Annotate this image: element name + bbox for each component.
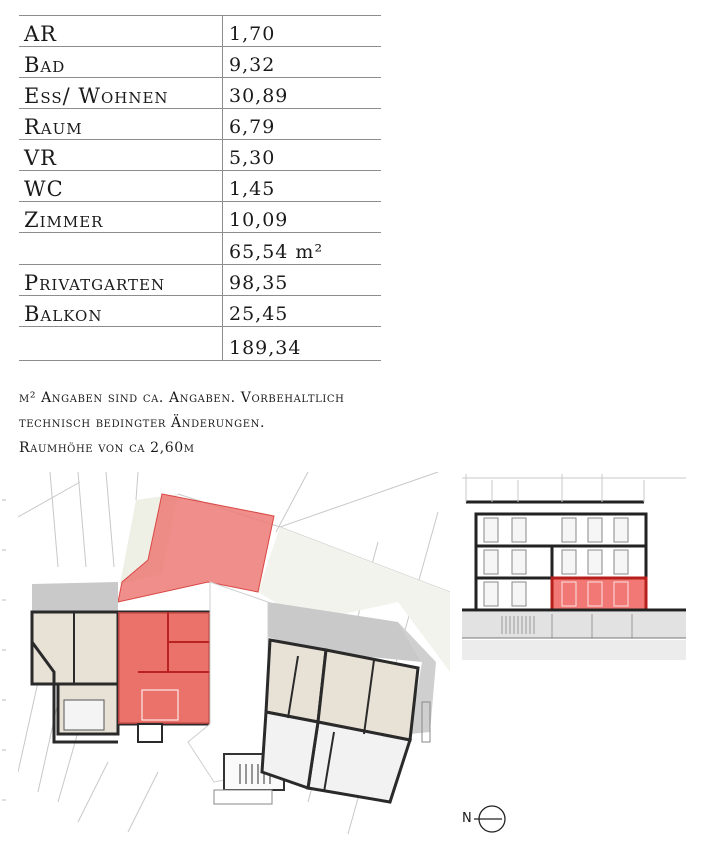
notes (19, 386, 439, 461)
room-label: WC (19, 171, 223, 202)
unit-highlighted (118, 612, 210, 742)
table-row (19, 78, 381, 109)
room-value: 30,89 (223, 78, 382, 109)
north-label: N (462, 811, 472, 826)
outdoor-label: Privatgarten (19, 265, 223, 296)
total-label (19, 327, 223, 361)
room-value: 10,09 (223, 202, 382, 233)
room-value: 5,30 (223, 140, 382, 171)
table-row (19, 47, 381, 78)
note-line: m² Angaben sind ca. Angaben. Vorbehaltlich (19, 390, 345, 406)
north-arrow-icon (474, 803, 508, 835)
room-label: Raum (19, 109, 223, 140)
table-row (19, 296, 381, 327)
outdoor-value: 25,45 (223, 296, 382, 327)
room-label: Bad (19, 47, 223, 78)
subtotal-label (19, 233, 223, 265)
room-value: 1,45 (223, 171, 382, 202)
room-label: VR (19, 140, 223, 171)
note-line: technisch bedingter Änderungen. (19, 415, 265, 431)
room-label: Zimmer (19, 202, 223, 233)
total-value: 189,34 (223, 327, 382, 361)
outdoor-value: 98,35 (223, 265, 382, 296)
table-row (19, 109, 381, 140)
table-row (19, 16, 381, 47)
edge-marks (0, 490, 8, 820)
table-row (19, 202, 381, 233)
floor-plan (18, 472, 450, 834)
table-row (19, 265, 381, 296)
elevation-drawing (462, 474, 686, 664)
outdoor-label: Balkon (19, 296, 223, 327)
room-value: 1,70 (223, 16, 382, 47)
area-table (19, 15, 381, 361)
room-value: 9,32 (223, 47, 382, 78)
note-line: Raumhöhe von ca 2,60m (19, 440, 195, 456)
subtotal-row (19, 233, 381, 265)
unit-right (262, 640, 418, 802)
subtotal-value: 65,54 m² (223, 233, 382, 265)
table-row (19, 171, 381, 202)
elevation-highlight (552, 578, 646, 610)
north-indicator (462, 803, 512, 835)
total-row (19, 327, 381, 361)
terrace-left (32, 582, 118, 612)
room-value: 6,79 (223, 109, 382, 140)
room-label: AR (19, 16, 223, 47)
table-row (19, 140, 381, 171)
room-label: Ess/ Wohnen (19, 78, 223, 109)
